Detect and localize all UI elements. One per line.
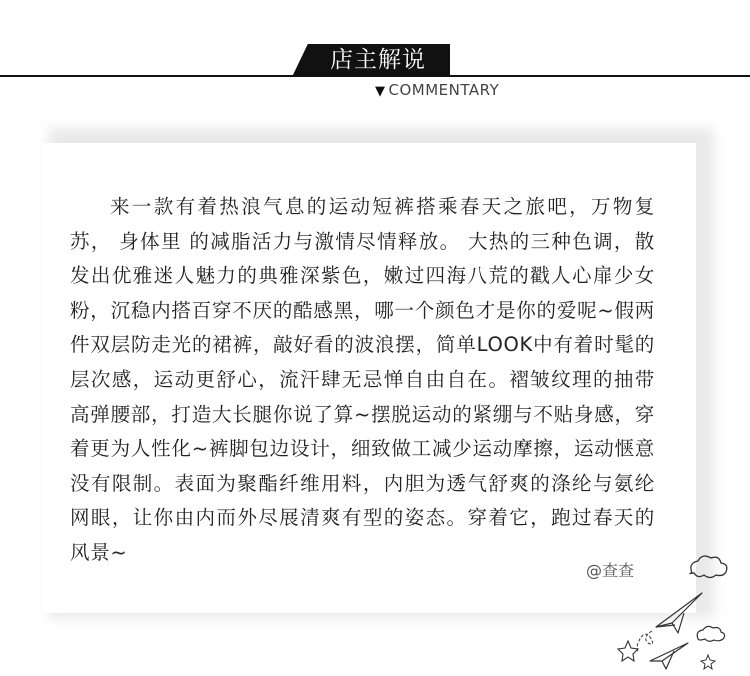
doodle-decoration — [600, 555, 750, 676]
paper-plane-icon — [656, 593, 702, 633]
star-icon — [618, 641, 638, 661]
cloud-icon — [697, 626, 724, 641]
author-signature: @查查 — [586, 561, 635, 580]
flight-trail — [637, 631, 653, 651]
triangle-down-icon: ▼ — [375, 84, 386, 99]
commentary-text: 来一款有着热浪气息的运动短裤搭乘春天之旅吧，万物复苏， 身体里 的减脂活力与激情尽情释放。 大热的三种色调，散发出优雅迷人魅力的典雅深紫色，嫩过四海八荒的戳人心扉少女粉，沉稳内搭百穿不厌的酷感黑，哪一个颜色才是你的爱呢~假两件双层防走光的裙裤，敲好看的波浪摆，简单LOOK中有着时髦的层次感，运动更舒心，流汗肆无忌惮自由自在。褶皱纹理的抽带高弹腰部，打造大长腿你说了算~摆脱运动的紧绷与不贴身感，穿着更为人性化~裤脚包边设计，细致做工减少运动摩擦，运动惬意没有限制。表面为聚酯纤维用料，内胆为透气舒爽的涤纶与氨纶网眼，让你由内而外尽展清爽有型的姿态。穿着它，跑过春天的风景~ — [70, 195, 655, 564]
section-subtitle — [375, 80, 499, 100]
section-title: 店主解说 — [330, 47, 426, 73]
paper-plane-icon — [650, 643, 688, 669]
section-subtitle-text: COMMENTARY — [388, 81, 500, 99]
star-icon — [701, 655, 715, 669]
cloud-icon — [690, 556, 727, 577]
